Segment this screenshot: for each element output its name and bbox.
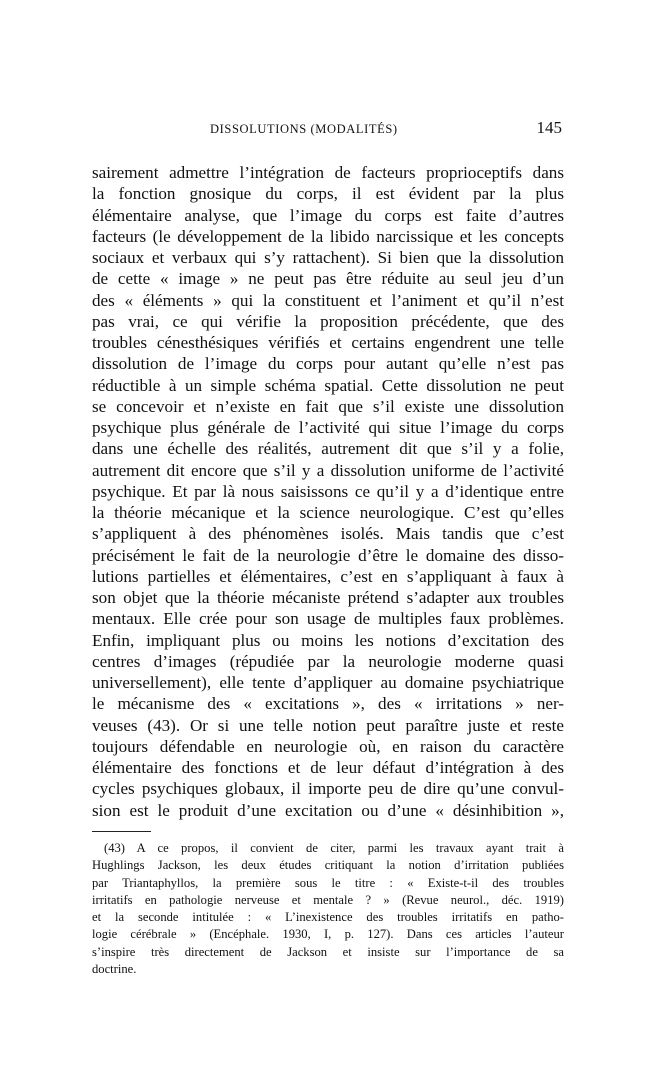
body-line: la fonction gnosique du corps, il est évident par la plus — [92, 184, 564, 204]
body-line: élémentaire analyse, que l’image du corps est faite d’autres — [92, 205, 564, 225]
page-number: 145 — [536, 118, 562, 137]
body-line: dans une échelle des réalités, autrement dit que s’il y a folie, — [92, 439, 564, 459]
body-line: Enfin, impliquant plus ou moins les notions d’excitation des — [92, 630, 564, 650]
body-line: de cette « image » ne peut pas être réduite au seul jeu d’un — [92, 269, 564, 289]
body-line: pas vrai, ce qui vérifie la proposition précédente, que des — [92, 311, 564, 331]
body-line: universellement), elle tente d’appliquer au domaine psychiatrique — [92, 673, 564, 692]
body-line: facteurs (le développement de la libido narcissique et les concepts — [92, 226, 564, 246]
footnote-line: et la seconde intitulée : « L’inexistence des troubles irritatifs en patho- — [92, 910, 564, 925]
footnote-line: s’inspire très directement de Jackson et insiste sur l’importance de sa — [92, 944, 564, 959]
footnote-line: Hughlings Jackson, les deux études critiquant la notion d’irritation publiées — [92, 858, 564, 873]
body-line: autrement dit encore que s’il y a dissolution uniforme de l’activité — [92, 460, 564, 480]
footnote-line: doctrine. — [92, 962, 137, 977]
body-line: veuses (43). Or si une telle notion peut paraître juste et reste — [92, 715, 564, 735]
running-head — [92, 118, 562, 142]
body-line: sion est le produit d’une excitation ou d’une « désinhibition », — [92, 800, 564, 820]
body-line: réductible à un simple schéma spatial. Cette dissolution ne peut — [92, 375, 564, 395]
body-line: centres d’images (répudiée par la neurologie moderne quasi — [92, 651, 564, 671]
footnote-divider — [92, 831, 151, 832]
footnote-line: par Triantaphyllos, la première sous le titre : « Existe-t-il des troubles — [92, 875, 564, 890]
body-line: lutions partielles et élémentaires, c’est en s’appliquant à faux à — [92, 566, 564, 586]
footnote-line: logie cérébrale » (Encéphale. 1930, I, p. 127). Dans ces articles l’auteur — [92, 927, 564, 942]
body-line: psychique plus générale de l’activité qui situe l’image du corps — [92, 418, 564, 437]
body-line: son objet que la théorie mécaniste prétend s’adapter aux troubles — [92, 588, 564, 607]
body-line: élémentaire des fonctions et de leur défaut d’intégration à des — [92, 758, 564, 777]
body-line: la théorie mécanique et la science neurologique. C’est qu’elles — [92, 503, 564, 522]
body-line: sairement admettre l’intégration de facteurs proprioceptifs dans — [92, 163, 564, 182]
body-line: psychique. Et par là nous saisissons ce qu’il y a d’identique entre — [92, 481, 564, 501]
body-line: précisément le fait de la neurologie d’être le domaine des disso- — [92, 545, 564, 565]
footnote-line: irritatifs en pathologie nerveuse et mentale ? » (Revue neurol., déc. 1919) — [92, 892, 564, 907]
body-line: dissolution de l’image du corps pour autant qu’elle n’est pas — [92, 354, 564, 374]
body-line: le mécanisme des « excitations », des « irritations » ner- — [92, 694, 564, 714]
footnote-line: (43) A ce propos, il convient de citer, parmi les travaux ayant trait à — [104, 841, 564, 855]
body-line: s’appliquent à des phénomènes isolés. Mais tandis que c’est — [92, 524, 564, 544]
footnotes — [92, 840, 564, 978]
body-line: sociaux et verbaux qui s’y rattachent). Si bien que la dissolution — [92, 248, 564, 267]
body-line: des « éléments » qui la constituent et l’animent et qu’il n’est — [92, 290, 564, 310]
body-text — [92, 162, 564, 821]
body-line: cycles psychiques globaux, il importe peu de dire qu’une convul- — [92, 779, 564, 799]
body-line: mentaux. Elle crée pour son usage de multiples faux problèmes. — [92, 609, 564, 629]
body-line: toujours défendable en neurologie où, en raison du caractère — [92, 736, 564, 756]
body-line: se concevoir et n’existe en fait que s’il existe une dissolution — [92, 396, 564, 416]
body-line: troubles cénesthésiques vérifiés et certains engendrent une telle — [92, 333, 564, 352]
running-title: DISSOLUTIONS (MODALITÉS) — [210, 122, 398, 136]
